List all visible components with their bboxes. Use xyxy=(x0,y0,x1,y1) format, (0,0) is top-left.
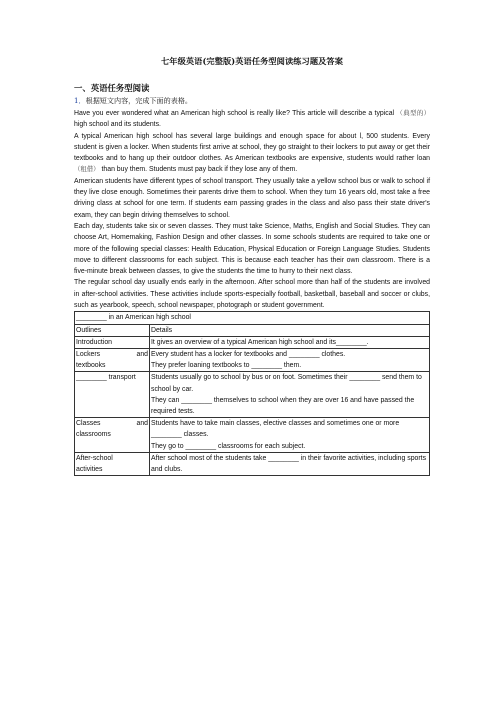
outline-label-and: and xyxy=(136,420,148,428)
outline-label: After-school xyxy=(76,454,113,462)
outline-label: Introduction xyxy=(76,338,113,346)
table-row xyxy=(75,418,430,453)
paragraph-2 xyxy=(74,131,430,176)
detail-line: After school most of the students take ________ in their favorite activities, including sports and clubs. xyxy=(151,454,427,473)
paragraph-1-text-end: high school and its students. xyxy=(74,121,161,129)
details-cell xyxy=(150,336,430,348)
details-cell xyxy=(150,452,430,475)
paragraph-5: The regular school day usually ends early in the afternoon. After school more than half of the students are involved in after-school activities. These activities include sports-especially football, basketball, baseball and soccer or clubs, such as yearbook, speech, school newspaper, photograph or student government. xyxy=(74,279,430,310)
outline-label-cont: textbooks xyxy=(76,362,106,370)
detail-line: It gives an overview of a typical American high school and its________. xyxy=(151,338,369,346)
chinese-gloss: （典型的） xyxy=(396,109,431,117)
detail-line: Students usually go to school by bus or on foot. Sometimes their ________ send them to school by car. xyxy=(151,374,422,393)
detail-line: Every student has a locker for textbooks and ________ clothes. xyxy=(151,350,346,358)
detail-line: Students have to take main classes, elective classes and sometimes one or more ________ classes. xyxy=(151,420,400,439)
paragraph-3: American students have different types of school transport. They usually take a yellow school bus or walk to school if they live close enough. Sometimes their parents drive them to school. When they turn 16 years old, most take a free driving class at school for one term. If students earn passing grades in the class and also pass their state driver's exam, they can begin driving themselves to school. xyxy=(74,177,430,219)
outline-label: Classes xyxy=(76,420,101,428)
table-row xyxy=(75,452,430,475)
document-page xyxy=(74,56,430,476)
outline-label-cont: classrooms xyxy=(76,431,111,439)
outline-label: ________ transport xyxy=(76,374,136,382)
paragraph-1 xyxy=(74,108,430,131)
question-text: 根据短文内容，完成下面的表格。 xyxy=(85,96,193,105)
detail-line: They can ________ themselves to school when they are over 16 and have passed the required tests. xyxy=(151,396,415,415)
question-instruction xyxy=(74,96,430,106)
table-row xyxy=(75,336,430,348)
details-cell xyxy=(150,372,430,418)
table-header-row xyxy=(75,324,430,336)
outline-cell xyxy=(75,336,150,348)
detail-line: They prefer loaning textbooks to ________ them. xyxy=(151,362,302,370)
outline-cell xyxy=(75,452,150,475)
outline-cell xyxy=(75,348,150,371)
table-row xyxy=(75,348,430,371)
outline-label-cont: activities xyxy=(76,465,103,473)
outline-cell xyxy=(75,418,150,453)
paragraph-2-text-end: than buy them. Students must pay back if they lose any of them. xyxy=(101,166,298,174)
table-title: ________ in an American high school xyxy=(75,312,430,324)
header-outlines: Outlines xyxy=(75,324,150,336)
outline-label: Lockers xyxy=(76,350,101,358)
header-details: Details xyxy=(150,324,430,336)
table-row xyxy=(75,372,430,418)
table-title-row xyxy=(75,312,430,324)
document-title: 七年级英语(完整版)英语任务型阅读练习题及答案 xyxy=(161,56,343,66)
paragraph-1-text: Have you ever wondered what an American high school is really like? This article will describe a typical xyxy=(74,110,395,117)
outline-cell xyxy=(75,372,150,418)
chinese-gloss: （租借） xyxy=(74,165,100,174)
question-number: 1． xyxy=(74,96,86,105)
details-cell xyxy=(150,418,430,453)
details-cell xyxy=(150,348,430,371)
detail-line: They go to ________ classrooms for each subject. xyxy=(151,442,306,450)
task-table xyxy=(74,311,430,476)
outline-label-and: and xyxy=(136,350,148,358)
paragraph-4: Each day, students take six or seven classes. They must take Science, Maths, English and Social Studies. They can choose Art, Homemaking, Fashion Design and other classes. In some schools students are required to take one or more of the following special classes: Health Education, Physical Education or Foreign Language Studies. Students move to different classrooms for each subject. This is because each teacher has their own classroom. There is a five-minute break between classes, to give the students the time to hurry to their next class. xyxy=(74,222,430,276)
section-heading: 一、英语任务型阅读 xyxy=(74,83,150,93)
paragraph-2-text: A typical American high school has several large buildings and enough space for about l, 500 students. Every student is given a locker. When students first arrive at school, they go straight to their lockers to put away or get their textbooks and to hang up their outdoor clothes. As American textbooks are expensive, students would rather loan xyxy=(74,132,430,163)
